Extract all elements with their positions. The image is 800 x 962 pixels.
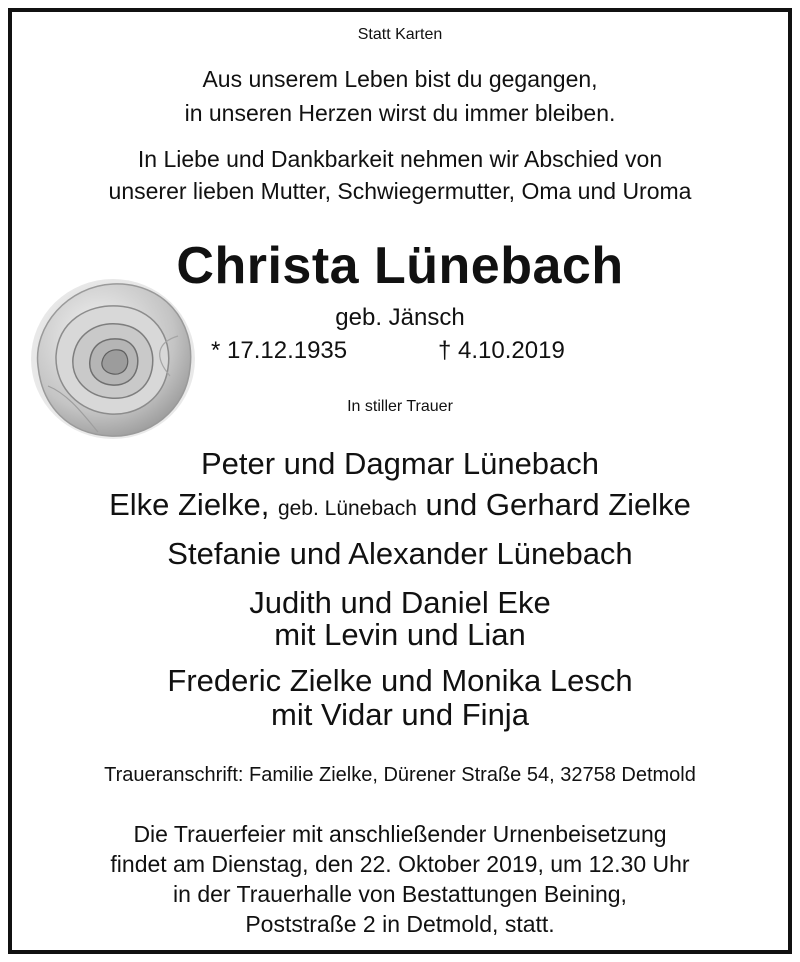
service-line-4: Poststraße 2 in Detmold, statt. [245, 911, 555, 937]
maiden-name: geb. Jänsch [335, 304, 465, 331]
mourner-line-6: Frederic Zielke und Monika Lesch [167, 663, 633, 698]
deceased-name: Christa Lünebach [176, 237, 624, 295]
mourner-line-2-maiden: geb. Lünebach [277, 497, 417, 520]
intro-line-2: unserer lieben Mutter, Schwiegermutter, Oma und Uroma [108, 178, 692, 204]
mourner-line-2-part-a: Elke Zielke, [109, 487, 270, 522]
birth-date: * 17.12.1935 [211, 337, 348, 364]
verse-line-1: Aus unserem Leben bist du gegangen, [202, 66, 598, 92]
mourner-line-2 [0, 487, 800, 523]
service-line-1: Die Trauerfeier mit anschließender Urnenbeisetzung [133, 821, 667, 847]
death-date: † 4.10.2019 [438, 337, 565, 364]
mourner-line-7: mit Vidar und Finja [271, 697, 529, 732]
service-line-3: in der Trauerhalle von Bestattungen Beining, [173, 881, 627, 907]
service-line-2: findet am Dienstag, den 22. Oktober 2019, um 12.30 Uhr [110, 851, 690, 877]
header-note: Statt Karten [357, 26, 443, 43]
mourner-line-5: mit Levin und Lian [274, 617, 526, 652]
intro-line-1: In Liebe und Dankbarkeit nehmen wir Abschied von [137, 146, 663, 172]
mourning-note: In stiller Trauer [347, 398, 453, 415]
verse-line-2: in unseren Herzen wirst du immer bleiben. [184, 100, 616, 126]
mourner-line-1: Peter und Dagmar Lünebach [200, 446, 600, 481]
rose-icon [28, 276, 198, 442]
mourner-line-3: Stefanie und Alexander Lünebach [167, 536, 633, 571]
mourner-line-4: Judith und Daniel Eke [249, 585, 551, 620]
address-line: Traueranschrift: Familie Zielke, Dürener Straße 54, 32758 Detmold [104, 764, 696, 786]
mourner-line-2-part-c: und Gerhard Zielke [425, 487, 691, 522]
